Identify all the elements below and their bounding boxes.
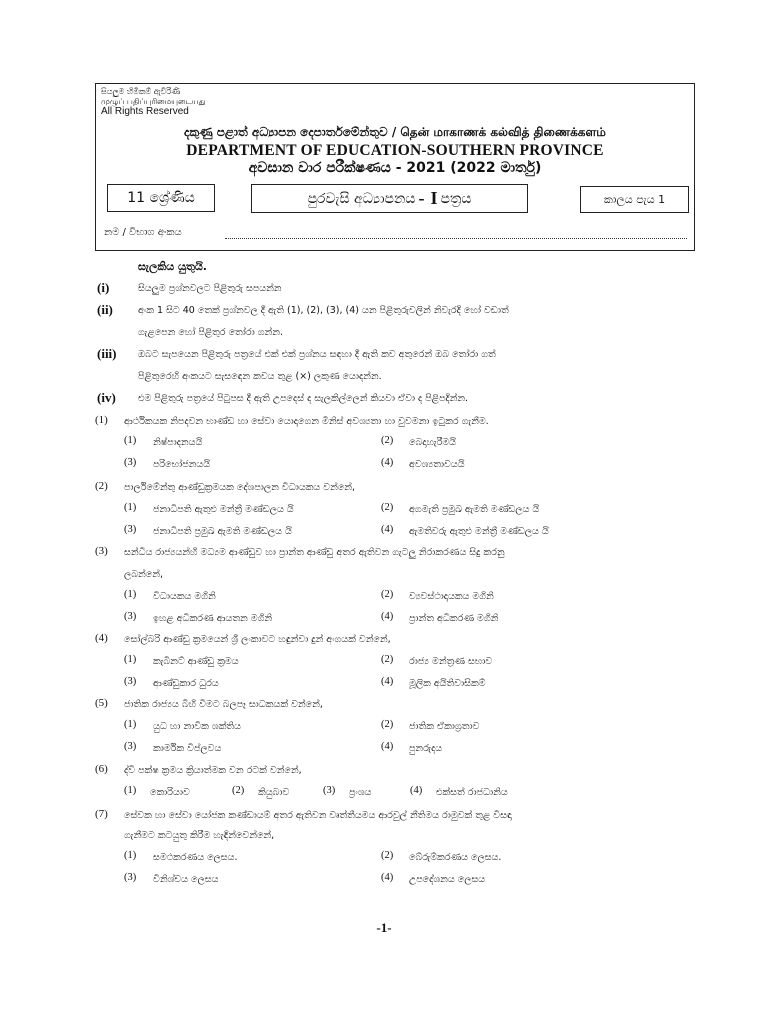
name-index-field[interactable] bbox=[225, 238, 687, 239]
instruction-text: එම පිළිතුරු පත්‍රයේ පිටුපස දී ඇති උපදෙස් ද සැලකිල්ලෙන් කියවා ඒවා ද පිළිපදින්න. bbox=[138, 393, 469, 404]
instruction-number: (ii) bbox=[97, 302, 113, 317]
option-number: (3) bbox=[124, 524, 137, 535]
question-number: (1) bbox=[95, 414, 108, 426]
option-text: ප්‍රංශය bbox=[349, 787, 372, 798]
page-number: -1- bbox=[376, 920, 392, 935]
option-number: (2) bbox=[381, 589, 394, 600]
option-text: කැබිනට් ආණ්ඩු ක්‍රමය bbox=[153, 656, 239, 667]
option-number: (2) bbox=[381, 502, 394, 513]
option-number: (3) bbox=[323, 785, 336, 796]
rights-sinhala: සියලුම හිමිකම් ඇවිරිණි bbox=[101, 87, 181, 96]
option-number: (4) bbox=[381, 457, 394, 468]
option-text: නිෂ්පාදනයයි bbox=[153, 437, 203, 448]
question-text: පාර්ලිමේන්තු ආණ්ඩුක්‍රමයක දේශපාලන විධායකය වන්නේ, bbox=[124, 482, 356, 493]
option-text: ඉහළ අධිකරණ ආයතන මගිනි bbox=[153, 613, 273, 624]
option-text: රාජ්‍ය මන්ත්‍රණ සභාව bbox=[409, 656, 493, 667]
option-text: කාර්මික විප්ලවය bbox=[153, 743, 222, 754]
option-text: අගමැති ප්‍රමුඛ ඇමති මණ්ඩලය යි bbox=[409, 504, 540, 515]
option-number: (1) bbox=[124, 502, 137, 513]
department-title-local bbox=[95, 125, 695, 141]
instruction-number: (iv) bbox=[97, 390, 116, 405]
exam-title: අවසාන වාර පරීක්ෂණය - 2021 (2022 මාර්තු) bbox=[248, 160, 542, 176]
instruction-text: සියලුම ප්‍රශ්නවලට පිළිතුරු සපයන්න bbox=[138, 283, 282, 294]
paper-label: පත්‍රය bbox=[440, 190, 472, 207]
option-number: (2) bbox=[381, 719, 394, 730]
option-number: (1) bbox=[124, 785, 137, 796]
option-number: (1) bbox=[124, 435, 137, 446]
name-index-label: නම / විභාග අංකය bbox=[104, 227, 182, 238]
option-text: ආණ්ඩුකාර ධුරය bbox=[153, 678, 219, 689]
question-number: (6) bbox=[95, 763, 108, 775]
option-number: (3) bbox=[124, 676, 137, 687]
option-number: (4) bbox=[381, 741, 394, 752]
option-text: එක්සත් රාජධානිය bbox=[436, 787, 508, 798]
option-number: (1) bbox=[124, 654, 137, 665]
option-number: (1) bbox=[124, 719, 137, 730]
option-number: (3) bbox=[124, 872, 137, 883]
option-text: ප්‍රාන්ත අධිකරණ මගිනි bbox=[409, 613, 499, 624]
question-text-cont: ගැනීමට කටයුතු කිරීම හැඳින්වෙන්නේ, bbox=[124, 830, 275, 841]
question-text: ජාතික රාජ්‍යය බිහි වීමට බලපෑ සාධකයක් වන්නේ, bbox=[124, 699, 323, 710]
subject-label: පුරවැසි අධ්‍යාපනය bbox=[307, 190, 416, 207]
question-text: සෝල්බරි ආණ්ඩු ක්‍රමයෙන් ශ්‍රී ලංකාවට හඳුන්වා දුන් අංගයක් වන්නේ, bbox=[124, 634, 391, 645]
option-number: (4) bbox=[381, 872, 394, 883]
option-number: (2) bbox=[381, 654, 394, 665]
question-text: ද්වි පක්ෂ ක්‍රමය ක්‍රියාත්මක වන රටක් වන්නේ, bbox=[124, 765, 302, 776]
instruction-text: අංක 1 සිට 40 තෙක් ප්‍රශ්නවල දී ඇති (1), (2), (3), (4) යන පිළිතුරුවලින් නිවැරදි හෝ වඩාත් bbox=[138, 305, 509, 316]
option-text: යුධ හා නාවික ශක්තිය bbox=[153, 721, 241, 732]
option-number: (1) bbox=[124, 589, 137, 600]
paper-dash: - bbox=[418, 188, 425, 208]
department-title-tamil: தென் மாகாணக் கல்வித் திணைக்களம் bbox=[400, 125, 606, 139]
question-number: (5) bbox=[95, 697, 108, 709]
time-label: කාලය පැය 1 bbox=[603, 192, 666, 206]
instruction-number: (iii) bbox=[97, 346, 117, 361]
rights-english: All Rights Reserved bbox=[101, 106, 189, 117]
option-text: ඇමතිවරු ඇතුළු මන්ත්‍රී මණ්ඩලය යි bbox=[409, 526, 549, 537]
question-number: (7) bbox=[95, 808, 108, 820]
question-number: (3) bbox=[95, 545, 108, 557]
instruction-number: (i) bbox=[97, 280, 110, 295]
option-text: පුනරුදය bbox=[409, 743, 443, 754]
option-number: (2) bbox=[232, 785, 245, 796]
department-title-sinhala: දකුණු පළාත් අධ්‍යාපන දෙපාර්තමේන්තුව / bbox=[184, 125, 397, 139]
option-text: ජනාධිපති ප්‍රමුඛ ඇමති මණ්ඩලය යි bbox=[153, 526, 292, 537]
instructions-title: සැලකිය යුතුයි. bbox=[138, 260, 207, 273]
option-text: අවශ්‍යතාවයයි bbox=[409, 459, 465, 470]
paper-number: I bbox=[430, 188, 438, 208]
time-box bbox=[580, 186, 689, 213]
instruction-text-cont: ගැළපෙන හෝ පිළිතුර තෝරා ගන්න. bbox=[138, 327, 284, 338]
option-number: (2) bbox=[381, 435, 394, 446]
subject-box bbox=[251, 184, 528, 213]
option-number: (2) bbox=[381, 850, 394, 861]
option-text: බෙදාහැරීමයි bbox=[409, 437, 457, 448]
instruction-text: ඔබට සැපයෙන පිළිතුරු පත්‍රයේ එක් එක් ප්‍රශ්නය සඳහා දී ඇති කව අතුරෙන් ඔබ තෝරා ගත් bbox=[138, 349, 496, 360]
option-number: (1) bbox=[124, 850, 137, 861]
option-number: (3) bbox=[124, 741, 137, 752]
option-number: (3) bbox=[124, 611, 137, 622]
option-text: කොරියාව bbox=[150, 787, 190, 798]
department-title-english: DEPARTMENT OF EDUCATION-SOUTHERN PROVINCE bbox=[186, 142, 604, 159]
question-text: ආර්ථිකයක නිපදවන භාණ්ඩ හා සේවා යොදාගෙන මිනිස් අවශ්‍යතා හා වුවමනා ඉටුකර ගැනීම. bbox=[124, 416, 489, 427]
option-number: (4) bbox=[381, 611, 394, 622]
question-number: (2) bbox=[95, 480, 108, 492]
question-text-cont: ලබන්නේ, bbox=[124, 569, 163, 580]
option-number: (3) bbox=[124, 457, 137, 468]
option-number: (4) bbox=[381, 676, 394, 687]
option-text: උපදේශනය ලෙසය bbox=[409, 874, 486, 885]
question-text: සන්ධීය රාජ්‍යයන්හි මධ්‍යම ආණ්ඩුව හා ප්‍රාන්ත ආණ්ඩු අතර ඇතිවන ගැටලු නිරාකරණය සිදු කරනු bbox=[124, 547, 505, 558]
option-number: (4) bbox=[410, 785, 423, 796]
question-text: සේවක හා සේවා යෝජක කණ්ඩායම් අතර ඇතිවන වෘත්තීයමය ආරවුල් නීතිමය රාමුවක් තුළ විසඳා bbox=[124, 810, 512, 821]
option-text: මූලික අයිතිවාසිකම් bbox=[409, 678, 486, 689]
rights-tamil: முழுப் பதிப்புரிமையுடையது bbox=[101, 97, 206, 106]
grade-label: 11 ශ්‍රේණිය bbox=[127, 190, 195, 206]
option-text: ජනාධිපති ඇතුළු මන්ත්‍රී මණ්ඩලය යි bbox=[153, 504, 294, 515]
option-text: විධායකය මගිනි bbox=[153, 591, 216, 602]
option-text: ව්‍යවස්ථාදායකය මගිනි bbox=[409, 591, 494, 602]
option-text: පරිභෝජනයයි bbox=[153, 459, 211, 470]
option-text: සමථකරණය ලෙසය. bbox=[153, 852, 238, 863]
option-text: බේරුම්කරණය ලෙසය. bbox=[409, 852, 502, 863]
question-number: (4) bbox=[95, 632, 108, 644]
grade-box bbox=[107, 184, 215, 212]
option-text: විනිශ්චය ලෙසය bbox=[153, 874, 219, 885]
option-text: ජාතික ඒකාග්‍රතාව bbox=[409, 721, 480, 732]
option-text: කියුබාව bbox=[258, 787, 290, 798]
instruction-text-cont: පිළිතුරෙහි අංකයට සැසඳෙන කවය තුළ (×) ලකුණ යොදන්න. bbox=[138, 371, 382, 382]
option-number: (4) bbox=[381, 524, 394, 535]
